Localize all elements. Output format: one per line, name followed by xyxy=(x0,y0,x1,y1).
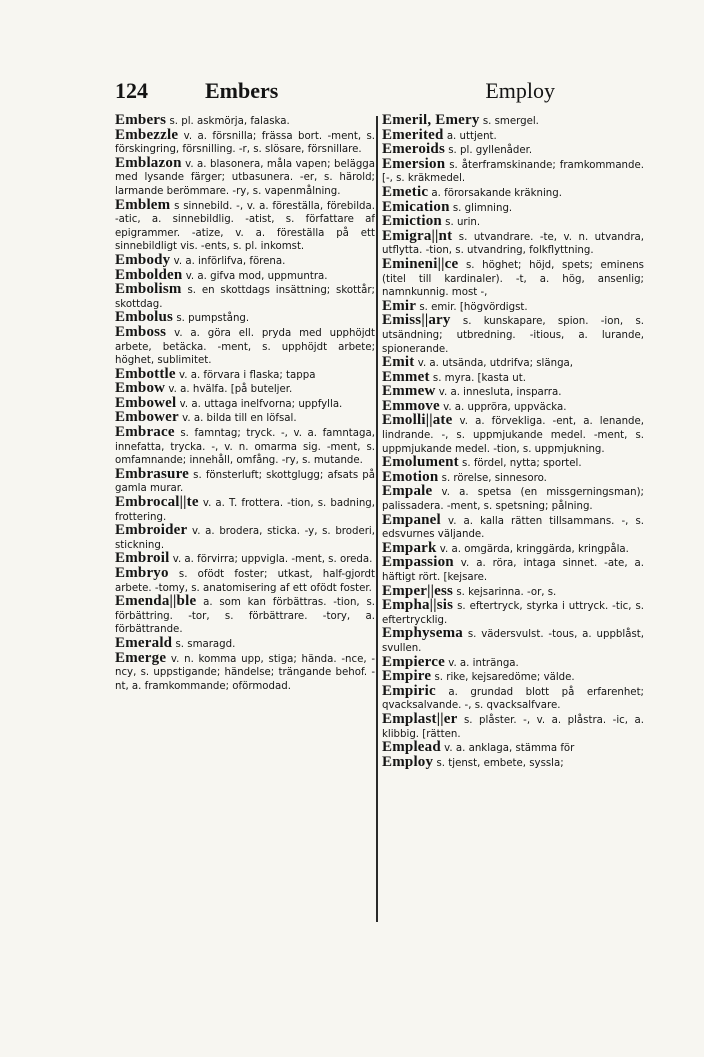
entry-headword: Emblem xyxy=(115,196,171,213)
entry-headword: Emmet xyxy=(382,368,430,385)
dictionary-entry xyxy=(115,426,375,468)
entry-definition: s. återframskinande; framkommande. [-, s. kräkmedel. xyxy=(382,159,644,185)
entry-definition: s. rike, kejsaredöme; välde. xyxy=(431,672,575,684)
dictionary-entry xyxy=(382,314,644,356)
entry-definition: s. emir. [högvördigst. xyxy=(416,301,528,313)
entry-headword: Emigra||nt xyxy=(382,227,453,244)
entry-headword: Embower xyxy=(115,409,179,426)
entry-definition: s. pumpstång. xyxy=(173,313,250,325)
dictionary-entry xyxy=(115,196,375,254)
entry-headword: Embottle xyxy=(115,365,176,382)
entry-definition: s. eftertryck, styrka i uttryck. -tic, s. eftertrycklig. xyxy=(382,601,644,626)
entry-headword: Empassion xyxy=(382,554,454,571)
entry-definition: s. kunskapare, spion. -ion, s. utsändning; utbredning. -itious, a. lurande, spionerande. xyxy=(382,316,644,355)
entry-headword: Embrace xyxy=(115,424,175,441)
page-header xyxy=(115,78,555,106)
dictionary-entry xyxy=(115,126,375,157)
dictionary-entry xyxy=(382,627,644,655)
dictionary-entry xyxy=(382,556,644,584)
entry-definition: v. a. kalla rätten tillsammans. -, s. edsvurnes väljande. xyxy=(382,515,644,541)
dictionary-entry xyxy=(382,682,644,713)
entry-definition: v. a. hvälfa. [på buteljer. xyxy=(165,384,293,396)
entry-definition: s sinnebild. -, v. a. föreställa, förebilda. -atic, a. sinnebildlig. -atist, s. författare af epigrammer. -atize, v. a. föreställa på ett sinnebildligt vis. -ents, s. pl. inkomst. xyxy=(115,200,375,253)
entry-definition: s. fördel, nytta; sportel. xyxy=(458,458,582,470)
entry-definition: v. a. införlifva, förena. xyxy=(170,255,286,267)
entry-definition: s. höghet; höjd, spets; eminens (titel till kardinaler). -t, a. hög, ansenlig; namnkunnig. most -, xyxy=(382,259,644,299)
entry-headword: Embolism xyxy=(115,281,182,298)
entry-definition: s. kejsarinna. -or, s. xyxy=(453,586,557,598)
entry-definition: v. a. göra ell. pryda med upphöjdt arbete, betäcka. -ment, s. upphöjdt arbete; höghet, sublimitet. xyxy=(115,327,375,367)
entry-definition: s. urin. xyxy=(441,217,481,229)
entry-headword: Embrocal||te xyxy=(115,494,199,511)
dictionary-entry xyxy=(115,496,375,524)
entry-definition: v. a. uttaga inelfvorna; uppfylla. xyxy=(176,398,343,410)
entry-headword: Emenda||ble xyxy=(115,593,197,610)
entry-definition: v. a. spetsa (en missgerningsman); palissadera. -ment, s. spetsning; pålning. xyxy=(382,487,644,513)
dictionary-entry xyxy=(115,283,375,311)
dictionary-entry xyxy=(382,155,644,186)
entry-definition: a. förorsakande kräkning. xyxy=(428,187,562,199)
entry-definition: v. a. blasonera, måla vapen; belägga med lysande färger; utbasunera. -er, s. härold; larmande berömmare. -ry, s. vapenmålning. xyxy=(115,158,375,197)
entry-headword: Emeril, Emery xyxy=(382,114,480,128)
entry-definition: v. n. komma upp, stiga; hända. -nce, -ncy, s. uppstigande; händelse; trängande behof. -nt, a. framkommande; oförmodad. xyxy=(115,653,375,692)
entry-definition: s. myra. [kasta ut. xyxy=(429,372,526,384)
entry-definition: v. a. omgärda, kringgärda, kringpåla. xyxy=(436,543,629,555)
entry-headword: Empark xyxy=(382,539,437,556)
entry-headword: Embody xyxy=(115,251,171,268)
entry-definition: s. ofödt foster; utkast, half-gjordt arbete. -tomy, s. anatomisering af ett ofödt foster. xyxy=(115,569,375,594)
dictionary-entry xyxy=(115,567,375,595)
entry-headword: Emiss||ary xyxy=(382,312,451,329)
entry-definition: v. a. förvara i flaska; tappa xyxy=(175,369,316,381)
entry-headword: Emboss xyxy=(115,323,167,340)
entry-headword: Emper||ess xyxy=(382,582,454,599)
entry-headword: Emineni||ce xyxy=(382,255,459,272)
entry-headword: Emersion xyxy=(382,155,446,172)
entry-definition: v. a. inneslutа, insparra. xyxy=(435,387,562,399)
entry-headword: Emolli||ate xyxy=(382,412,453,429)
entry-headword: Emplead xyxy=(382,739,441,756)
entry-headword: Embroider xyxy=(115,522,188,539)
dictionary-entry xyxy=(382,753,644,771)
entry-headword: Embolden xyxy=(115,266,183,283)
column-divider xyxy=(376,116,378,922)
entry-definition: a. uttjent. xyxy=(443,130,497,142)
entry-definition: s. glimning. xyxy=(449,202,513,214)
entry-headword: Emit xyxy=(382,354,415,371)
entry-headword: Empierce xyxy=(382,653,445,670)
entry-headword: Emblazon xyxy=(115,154,182,171)
entry-headword: Embrasure xyxy=(115,465,190,482)
entry-definition: v. a. anklaga, stämma för xyxy=(440,743,575,755)
left-guide-word: Embers xyxy=(205,78,279,103)
dictionary-entry xyxy=(115,323,375,368)
entry-headword: Employ xyxy=(382,753,434,770)
right-column xyxy=(382,114,644,914)
entry-definition: s. pl. askmörja, falaska. xyxy=(166,116,290,127)
entry-definition: v. a. brodera, sticka. -y, s. broderi, stickning. xyxy=(115,526,375,551)
entry-headword: Embow xyxy=(115,380,166,397)
entry-definition: v. a. förvekliga. -ent, a. lenande, lindrande. -, s. uppmjukande medel. -ment, s. uppmjukande medel. -tion, s. uppmjukning. xyxy=(382,416,644,455)
dictionary-entry xyxy=(115,154,375,199)
entry-definition: v. a. försnilla; frässa bort. -ment, s. förskingring, försnilling. -r, s. slösare, försnillare. xyxy=(115,130,375,156)
dictionary-entry xyxy=(115,649,375,694)
entry-definition: s. vädersvulst. -tous, a. uppblåst, svullen. xyxy=(382,629,644,654)
entry-headword: Empale xyxy=(382,483,433,500)
entry-definition: s. fönsterluft; skottglugg; afsats på gamla murar. xyxy=(115,469,375,495)
dictionary-entry xyxy=(115,595,375,637)
dictionary-entry xyxy=(382,599,644,627)
entry-headword: Emerited xyxy=(382,126,444,143)
entry-headword: Embers xyxy=(115,114,167,128)
page-number: 124 xyxy=(115,78,148,103)
entry-definition: s. famntag; tryck. -, v. a. famntaga, innefatta, trycka. -, v. n. omarma sig. -ment, s. omfamnande; innehåll, omfång. -ry, s. mutande. xyxy=(115,428,375,467)
entry-headword: Empiric xyxy=(382,682,436,699)
dictionary-entry xyxy=(115,524,375,552)
entry-definition: v. a. gifva mod, uppmuntra. xyxy=(182,270,328,282)
entry-definition: s. smergel. xyxy=(479,116,539,127)
entry-definition: s. tjenst, embete, sysslа; xyxy=(433,757,564,769)
entry-headword: Emplast||er xyxy=(382,710,458,727)
entry-headword: Embezzle xyxy=(115,126,179,143)
entry-headword: Emolument xyxy=(382,454,459,471)
dictionary-entry xyxy=(382,255,644,300)
dictionary-entry xyxy=(115,465,375,496)
dictionary-entry xyxy=(382,485,644,513)
dictionary-entry xyxy=(382,511,644,542)
entry-definition: v. a. bilda till en löfsal. xyxy=(178,413,297,425)
entry-definition: v. a. förvirra; uppvigla. -ment, s. oreda. xyxy=(169,554,373,566)
entry-headword: Emerald xyxy=(115,634,173,651)
dictionary-entry xyxy=(382,414,644,456)
entry-headword: Emotion xyxy=(382,468,439,485)
entry-definition: s. plåster. -, v. a. plåstra. -ic, a. klibbig. [rätten. xyxy=(382,714,644,740)
dictionary-entry xyxy=(382,227,644,258)
entry-headword: Empha||sis xyxy=(382,597,454,614)
entry-headword: Emmew xyxy=(382,383,436,400)
entry-headword: Emiction xyxy=(382,213,442,230)
entry-headword: Emphysema xyxy=(382,625,463,642)
entry-headword: Emetic xyxy=(382,183,429,200)
entry-headword: Empire xyxy=(382,668,432,685)
entry-headword: Embryo xyxy=(115,565,169,581)
entry-definition: s. utvandrare. -te, v. n. utvandra, utflytta. -tion, s. utvandring, folkflyttning. xyxy=(382,231,644,257)
entry-headword: Embroil xyxy=(115,550,170,567)
entry-definition: a. som kan förbättras. -tion, s. förbättring. -tor, s. förbättrare. -tory, a. förbättrande. xyxy=(115,597,375,636)
right-guide-word: Employ xyxy=(485,78,555,103)
entry-headword: Empanel xyxy=(382,511,441,528)
entry-definition: v. a. röra, intaga sinnet. -ate, a. häftigt rört. [kejsare. xyxy=(382,558,644,583)
entry-headword: Embolus xyxy=(115,309,174,326)
entry-headword: Emerge xyxy=(115,649,167,666)
dictionary-entry xyxy=(382,710,644,741)
left-column xyxy=(115,114,375,914)
entry-headword: Emir xyxy=(382,297,417,314)
entry-definition: v. a. uppröra, uppväcka. xyxy=(439,401,567,413)
entry-headword: Emmove xyxy=(382,397,440,414)
entry-definition: a. grundad blott på erfarenhet; qvacksalvande. -, s. qvacksalfvare. xyxy=(382,686,644,712)
entry-headword: Emeroids xyxy=(382,141,445,158)
entry-definition: s. pl. gyllenåder. xyxy=(445,145,533,157)
entry-headword: Embowel xyxy=(115,394,177,411)
entry-definition: s. en skottdags insättning; skottår; skottdag. xyxy=(115,285,375,310)
entry-definition: v. a. utsända, utdrifva; slänga, xyxy=(414,358,574,370)
entry-definition: v. a. intränga. xyxy=(444,657,519,669)
entry-definition: s. smaragd. xyxy=(172,638,236,650)
entry-headword: Emication xyxy=(382,198,450,215)
entry-definition: v. a. T. frottera. -tion, s. badning, frottering. xyxy=(115,498,375,523)
entry-definition: s. rörelse, sinnesoro. xyxy=(438,472,547,484)
